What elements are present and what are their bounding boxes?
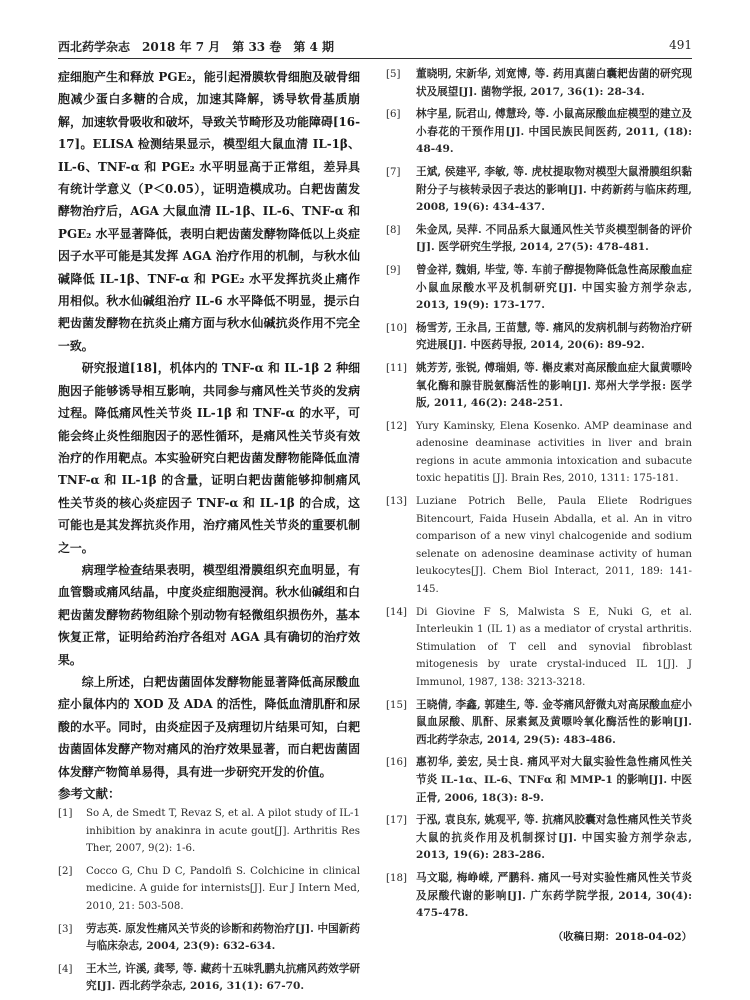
journal-info: 西北药学杂志 2018 年 7 月 第 33 卷 第 4 期: [58, 40, 335, 54]
reference-text: 曾金祥, 魏娟, 毕莹, 等. 车前子醇提物降低急性高尿酸血症小鼠血尿酸水平及机制研究[J]. 中国实验方剂学杂志, 2013, 19(9): 173-177.: [416, 263, 692, 312]
reference-item: [386, 418, 692, 488]
reference-item: [386, 754, 692, 807]
reference-item: [386, 493, 692, 599]
reference-number: [4]: [58, 963, 73, 975]
reference-number: [1]: [58, 808, 73, 819]
reference-number: [16]: [386, 757, 407, 769]
reference-item: [386, 870, 692, 923]
reference-text: Luziane Potrich Belle, Paula Eliete Rodrigues Bitencourt, Faida Husein Abdalla, et al. An in vitro comparison of a new vinyl chalcogenide and sodium selenate on adenosine deaminase activity of human leukocytes[J]. Chem Biol Interact, 2011, 189: 141-145.: [416, 496, 692, 596]
reference-number: [14]: [386, 606, 407, 618]
reference-text: 王晓倩, 李鑫, 郭建生, 等. 金苓痛风舒微丸对高尿酸血症小鼠血尿酸、肌酐、尿素氮及黄嘌呤氧化酶活性的影响[J]. 西北药学杂志, 2014, 29(5): 483-486.: [416, 698, 692, 746]
reference-text: 王木兰, 许溪, 龚琴, 等. 藏药十五味乳鹏丸抗痛风药效学研究[J]. 西北药学杂志, 2016, 31(1): 67-70.: [86, 962, 360, 993]
reference-number: [18]: [386, 872, 407, 884]
reference-text: Di Giovine F S, Malwista S E, Nuki G, et al. Interleukin 1 (IL 1) as a mediator of crystal arthritis. Stimulation of T cell and synovial fibroblast mitogenesis by urate crystal-induced IL 1[J]. J Immunol, 1987, 138: 3213-3218.: [416, 606, 692, 688]
reference-number: [17]: [386, 815, 407, 827]
reference-text: 姚芳芳, 张锐, 傅瑞娟, 等. 槲皮素对高尿酸血症大鼠黄嘌呤氧化酶和腺苷脱氨酶活性的影响[J]. 郑州大学学报: 医学版, 2011, 46(2): 248-251.: [416, 361, 692, 410]
reference-item: [386, 604, 692, 692]
reference-item: [386, 320, 692, 355]
reference-text: Cocco G, Chu D C, Pandolfi S. Colchicine in clinical medicine. A guide for internists[J]. Eur J Intern Med, 2010, 21: 503-508.: [86, 865, 360, 912]
reference-text: Yury Kaminsky, Elena Kosenko. AMP deaminase and adenosine deaminase activities in liver and brain regions in acute ammonia intoxication and subacute toxic hepatitis [J]. Brain Res, 2010, 1311: 175-181.: [416, 420, 692, 485]
body-text: [58, 66, 360, 783]
references-title: 参考文献：: [58, 786, 121, 801]
reference-number: [9]: [386, 264, 401, 276]
reference-item: [386, 106, 692, 159]
reference-item: [386, 360, 692, 413]
reference-number: [8]: [386, 224, 401, 236]
received-date: （收稿日期：2018-04-02）: [552, 930, 692, 943]
paragraph: 研究报道[18]，机体内的 TNF-α 和 IL-1β 2 种细胞因子能够诱导相互影响，共同参与痛风性关节炎的发病过程。降低痛风性关节炎 IL-1β 和 TNF-α 的水平，可能会终止炎性细胞因子的恶性循环，是痛风性关节炎有效治疗的作用靶点。本实验研究白耙齿菌发酵物能降低血清 TNF-α 和 IL-1β 的含量，证明白耙齿菌能够抑制痛风性关节炎的核心炎症因子 TNF-α 和 IL-1β 的合成，这可能也是其发挥抗炎作用，治疗痛风性关节炎的重要机制之一。: [58, 361, 360, 555]
reference-list: [386, 66, 692, 923]
paragraph: 症细胞产生和释放 PGE₂，能引起滑膜软骨细胞及破骨细胞减少蛋白多糖的合成，加速其降解，诱导软骨基质崩解，加速软骨吸收和破坏，导致关节畸形及功能障碍[16-17]。ELISA 检测结果显示，模型组大鼠血清 IL-1β、IL-6、TNF-α 和 PGE₂ 水平明显高于正常组，差异具有统计学意义（P＜0.05），证明造模成功。白耙齿菌发酵物治疗后，AGA 大鼠血清 IL-1β、IL-6、TNF-α 和 PGE₂ 水平显著降低，表明白耙齿菌发酵物降低以上炎症因子水平可能是其发挥 AGA 治疗作用的机制，与秋水仙碱降低 IL-1β、TNF-α 和 PGE₂ 水平发挥抗炎止痛作用相似。秋水仙碱组治疗 IL-6 水平降低不明显，提示白耙齿菌发酵物在抗炎止痛方面与秋水仙碱抗炎作用不完全一致。: [58, 70, 360, 353]
reference-number: [6]: [386, 109, 401, 121]
reference-text: 林宇星, 阮君山, 傅慧玲, 等. 小鼠高尿酸血症模型的建立及小春花的干预作用[J]. 中国民族民间医药, 2011, (18): 48-49.: [416, 108, 692, 156]
reference-item: [58, 921, 360, 956]
reference-number: [12]: [386, 420, 407, 432]
reference-item: [386, 812, 692, 865]
left-column: [58, 66, 360, 1000]
reference-number: [7]: [386, 166, 401, 178]
reference-item: [386, 697, 692, 750]
reference-item: [386, 262, 692, 315]
right-column: [386, 66, 692, 946]
paragraph: 病理学检查结果表明，模型组滑膜组织充血明显，有血管翳或痛风结晶，中度炎症细胞浸润。秋水仙碱组和白耙齿菌发酵物药物组除个别动物有轻微组织损伤外，基本恢复正常，证明给药治疗各组对 AGA 具有确切的治疗效果。: [58, 562, 360, 667]
reference-item: [386, 66, 692, 101]
reference-number: [3]: [58, 923, 73, 935]
reference-item: [58, 961, 360, 996]
reference-number: [5]: [386, 69, 401, 80]
reference-item: [386, 164, 692, 217]
reference-text: 朱金凤, 吴萍. 不同品系大鼠通风性关节炎模型制备的评价[J]. 医学研究生学报, 2014, 27(5): 478-481.: [416, 223, 692, 254]
reference-text: 王斌, 侯建平, 李敏, 等. 虎杖提取物对模型大鼠滑膜组织黏附分子与核转录因子表达的影响[J]. 中药新药与临床药理, 2008, 19(6): 434-437.: [416, 165, 692, 214]
page-number: 491: [669, 38, 692, 52]
running-header: [58, 36, 692, 56]
reference-number: [11]: [386, 362, 407, 374]
reference-item: [58, 863, 360, 916]
reference-text: 劳志英. 原发性痛风关节炎的诊断和药物治疗[J]. 中国新药与临床杂志, 2004, 23(9): 632-634.: [86, 922, 360, 953]
reference-number: [10]: [386, 322, 407, 334]
reference-text: 董晓明, 宋新华, 刘宽博, 等. 药用真菌白囊耙齿菌的研究现状及展望[J]. 菌物学报, 2017, 36(1): 28-34.: [416, 68, 692, 98]
reference-number: [15]: [386, 699, 407, 711]
paragraph: 综上所述，白耙齿菌固体发酵物能显著降低高尿酸血症小鼠体内的 XOD 及 ADA 的活性，降低血清肌酐和尿酸的水平。同时，由炎症因子及病理切片结果可知，白耙齿菌固体发酵产物对痛风的治疗效果显著，而白耙齿菌固体发酵产物简单易得，具有进一步研究开发的价值。: [58, 674, 360, 779]
reference-number: [13]: [386, 496, 407, 508]
reference-text: 马文聪, 梅峥嵘, 严鹏科. 痛风一号对实验性痛风性关节炎及尿酸代谢的影响[J]. 广东药学院学报, 2014, 30(4): 475-478.: [416, 871, 692, 920]
reference-text: So A, de Smedt T, Revaz S, et al. A pilot study of IL-1 inhibition by anakinra in acute gout[J]. Arthritis Res Ther, 2007, 9(2): 1-6.: [86, 808, 360, 855]
reference-item: [58, 805, 360, 858]
reference-list: [58, 805, 360, 996]
header-rule: [58, 58, 692, 59]
reference-number: [2]: [58, 865, 73, 877]
reference-text: 杨雪芳, 王永昌, 王苗慧, 等. 痛风的发病机制与药物治疗研究进展[J]. 中医药导报, 2014, 20(6): 89-92.: [416, 321, 692, 352]
reference-item: [386, 222, 692, 257]
reference-text: 惠初华, 姜宏, 吴士良. 痛风平对大鼠实验性急性痛风性关节炎 IL-1α、IL-6、TNFα 和 MMP-1 的影响[J]. 中医正骨, 2006, 18(3): 8-9.: [416, 756, 692, 804]
reference-text: 于泓, 袁良东, 姚观平, 等. 抗痛风胶囊对急性痛风性关节炎大鼠的抗炎作用及机制探讨[J]. 中国实验方剂学杂志, 2013, 19(6): 283-286.: [416, 814, 692, 862]
